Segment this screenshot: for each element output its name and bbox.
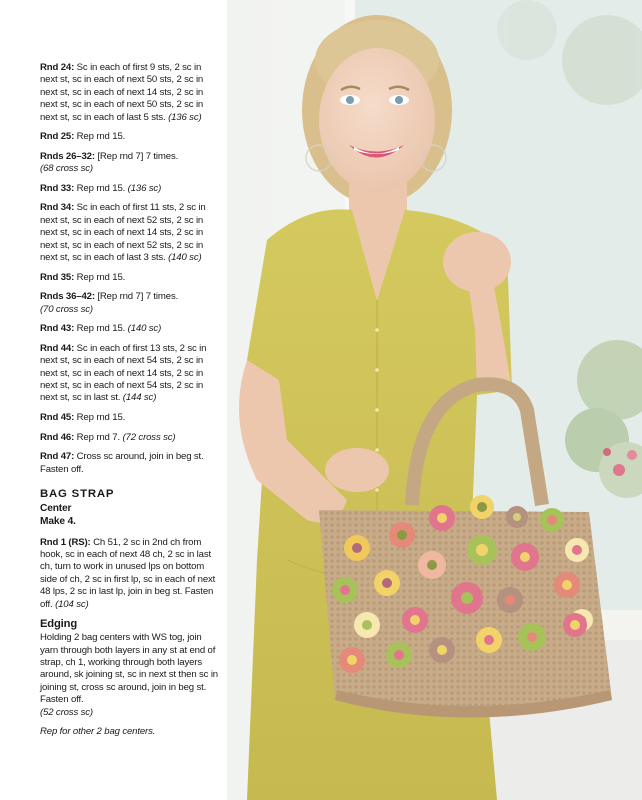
round-46: Rnd 46: Rep rnd 7. (72 cross sc) — [40, 431, 176, 443]
edging-heading: Edging — [40, 618, 78, 631]
round-24: Rnd 24: Sc in each of first 9 sts, 2 sc in next st, sc in each of next 50 sts, 2 sc in next st, sc in each of next 14 sts, 2 sc in next st, sc in each of next 50 sts, 2 sc in next st, sc in each of last 5 sts. (136 sc) — [40, 62, 204, 123]
round-34: Rnd 34: Sc in each of first 11 sts, 2 sc in next st, sc in each of next 52 sts, 2 sc in next st, sc in each of next 14 sts, 2 sc in next st, sc in each of next 52 sts, 2 sc in next st, sc in each of last 3 sts. (140 sc) — [40, 202, 206, 264]
photo-illustration — [227, 0, 642, 800]
round-33: Rnd 33: Rep rnd 15. (136 sc) — [40, 182, 162, 194]
strap-round-1: Rnd 1 (RS): Ch 51, 2 sc in 2nd ch from hook, sc in each of next 48 ch, 2 sc in last ch, turn to work in unused lps on bottom side of ch, 2 sc in first lp, sc in each of next 48 lps, 2 sc in last lp, join in beg st. Fasten off. (104 sc) — [40, 536, 216, 610]
edging-instructions: Holding 2 bag centers with WS tog, join yarn through both layers in any st at end of strap, ch 1, working through both layers around, sk joining st, sc in next st then sc in joining st, cross sc around, join in beg st. Fasten off. (52 cross sc) — [40, 632, 218, 718]
round-43: Rnd 43: Rep rnd 15. (140 sc) — [40, 323, 162, 335]
round-25: Rnd 25: Rep rnd 15. — [40, 131, 126, 143]
center-heading: Center — [40, 503, 72, 515]
right-hand — [443, 232, 511, 292]
repeat-note: Rep for other 2 bag centers. — [40, 726, 156, 738]
round-47: Rnd 47: Cross sc around, join in beg st. Fasten off. — [40, 451, 204, 475]
round-35: Rnd 35: Rep rnd 15. — [40, 271, 126, 283]
model-photo — [227, 0, 642, 800]
rounds-26-32: Rnds 26–32: [Rep rnd 7] 7 times. (68 cross sc) — [40, 150, 179, 175]
left-hand — [325, 448, 389, 492]
pattern-text-column — [40, 62, 220, 746]
rounds-36-42: Rnds 36–42: [Rep rnd 7] 7 times. (70 cross sc) — [40, 291, 179, 315]
face — [319, 48, 435, 192]
round-45: Rnd 45: Rep rnd 15. — [40, 412, 126, 424]
round-44: Rnd 44: Sc in each of first 13 sts, 2 sc in next st, sc in each of next 54 sts, 2 sc in next st, sc in each of next 14 sts, 2 sc in next st, sc in each of next 54 sts, 2 sc in next st, sc in last st. (144 sc) — [40, 342, 207, 404]
bag-strap-heading: BAG STRAP — [40, 488, 115, 501]
make-count: Make 4. — [40, 515, 76, 527]
